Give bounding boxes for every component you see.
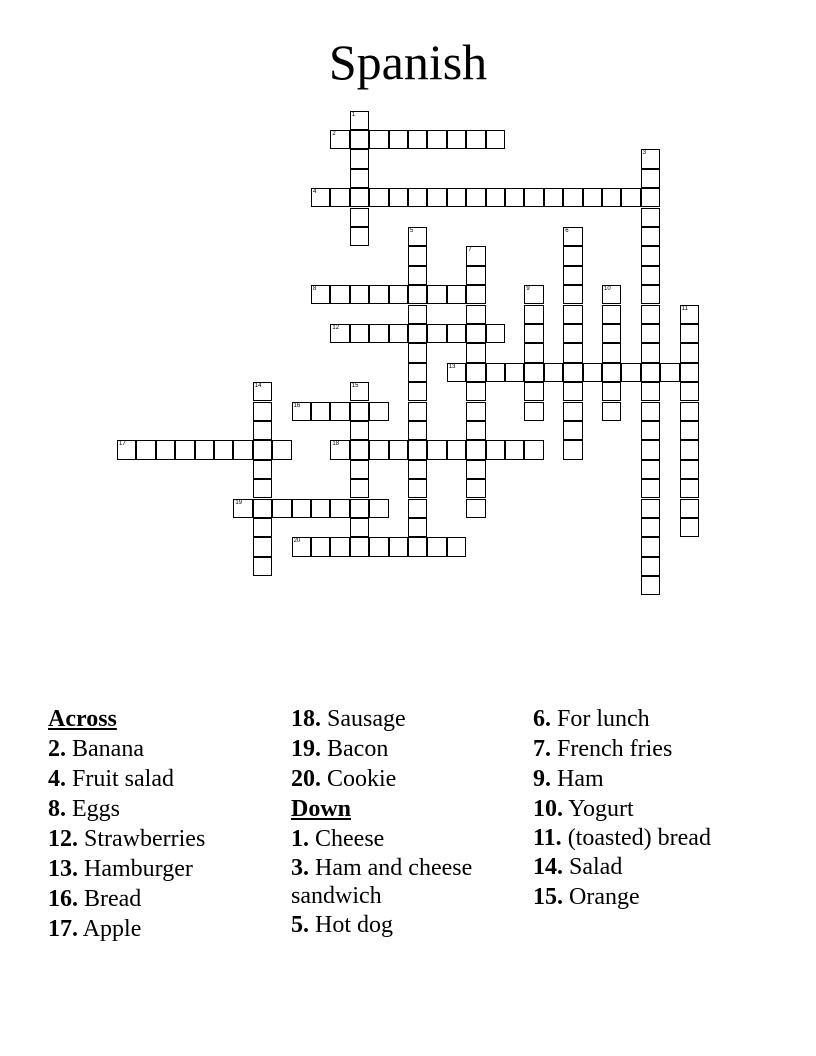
grid-cell[interactable]: [253, 460, 272, 479]
grid-cell[interactable]: [369, 537, 388, 556]
grid-cell[interactable]: [680, 518, 699, 537]
grid-cell[interactable]: [447, 285, 466, 304]
grid-cell[interactable]: [680, 479, 699, 498]
grid-cell[interactable]: [350, 111, 369, 130]
down-clue: 7. French fries: [533, 736, 673, 762]
grid-cell[interactable]: [486, 324, 505, 343]
grid-cell[interactable]: [408, 324, 427, 343]
grid-cell[interactable]: [253, 402, 272, 421]
grid-cell[interactable]: [427, 130, 446, 149]
grid-cell[interactable]: [350, 130, 369, 149]
grid-cell[interactable]: [117, 440, 136, 459]
grid-cell[interactable]: [253, 440, 272, 459]
grid-cell[interactable]: [602, 402, 621, 421]
grid-cell[interactable]: [369, 324, 388, 343]
grid-cell[interactable]: [602, 188, 621, 207]
grid-cell[interactable]: [602, 363, 621, 382]
grid-cell[interactable]: [408, 227, 427, 246]
down-clue: 6. For lunch: [533, 706, 650, 732]
clue-number: 2: [332, 130, 336, 137]
down-clue: 9. Ham: [533, 766, 604, 792]
grid-cell[interactable]: [524, 363, 543, 382]
grid-cell[interactable]: [602, 285, 621, 304]
clue-number: 20: [293, 538, 301, 545]
grid-cell[interactable]: [175, 440, 194, 459]
grid-cell[interactable]: [350, 440, 369, 459]
grid-cell[interactable]: [641, 440, 660, 459]
grid-cell[interactable]: [466, 188, 485, 207]
grid-cell[interactable]: [369, 440, 388, 459]
grid-cell[interactable]: [466, 363, 485, 382]
grid-cell[interactable]: [408, 382, 427, 401]
grid-cell[interactable]: [466, 421, 485, 440]
grid-cell[interactable]: [680, 363, 699, 382]
grid-cell[interactable]: [466, 130, 485, 149]
grid-cell[interactable]: [563, 246, 582, 265]
grid-cell[interactable]: [389, 188, 408, 207]
grid-cell[interactable]: [641, 188, 660, 207]
grid-cell[interactable]: [330, 130, 349, 149]
grid-cell[interactable]: [350, 479, 369, 498]
grid-cell[interactable]: [233, 440, 252, 459]
grid-cell[interactable]: [272, 440, 291, 459]
grid-cell[interactable]: [408, 266, 427, 285]
clue-number: 15: [351, 383, 359, 390]
clue-number: 6: [565, 227, 569, 234]
clue-number: 5: [410, 227, 414, 234]
grid-cell[interactable]: [505, 363, 524, 382]
grid-cell[interactable]: [447, 363, 466, 382]
clue-number: 18: [332, 441, 340, 448]
grid-cell[interactable]: [563, 382, 582, 401]
across-clue: 16. Bread: [48, 886, 142, 912]
grid-cell[interactable]: [486, 363, 505, 382]
grid-cell[interactable]: [311, 188, 330, 207]
grid-cell[interactable]: [505, 188, 524, 207]
grid-cell[interactable]: [583, 188, 602, 207]
down-clue: 1. Cheese: [291, 826, 385, 852]
across-heading: Across: [48, 706, 117, 732]
grid-cell[interactable]: [330, 324, 349, 343]
grid-cell[interactable]: [253, 421, 272, 440]
grid-cell[interactable]: [408, 363, 427, 382]
grid-cell[interactable]: [447, 440, 466, 459]
grid-cell[interactable]: [389, 285, 408, 304]
grid-cell[interactable]: [350, 227, 369, 246]
grid-cell[interactable]: [350, 188, 369, 207]
grid-cell[interactable]: [272, 499, 291, 518]
grid-cell[interactable]: [253, 518, 272, 537]
grid-cell[interactable]: [680, 440, 699, 459]
grid-cell[interactable]: [524, 305, 543, 324]
grid-cell[interactable]: [369, 285, 388, 304]
grid-cell[interactable]: [583, 363, 602, 382]
grid-cell[interactable]: [292, 499, 311, 518]
grid-cell[interactable]: [641, 324, 660, 343]
grid-cell[interactable]: [369, 499, 388, 518]
clue-number: 13: [448, 363, 456, 370]
grid-cell[interactable]: [369, 130, 388, 149]
grid-cell[interactable]: [641, 169, 660, 188]
grid-cell[interactable]: [466, 402, 485, 421]
down-clue: 14. Salad: [533, 854, 623, 880]
grid-cell[interactable]: [427, 440, 446, 459]
grid-cell[interactable]: [466, 382, 485, 401]
across-clue: 20. Cookie: [291, 766, 397, 792]
across-clue: 8. Eggs: [48, 796, 120, 822]
grid-cell[interactable]: [350, 382, 369, 401]
grid-cell[interactable]: [466, 440, 485, 459]
grid-cell[interactable]: [524, 382, 543, 401]
clue-number: 4: [313, 189, 317, 196]
clue-number: 1: [351, 111, 356, 118]
grid-cell[interactable]: [466, 343, 485, 362]
grid-cell[interactable]: [641, 499, 660, 518]
grid-cell[interactable]: [466, 324, 485, 343]
grid-cell[interactable]: [544, 363, 563, 382]
grid-cell[interactable]: [350, 324, 369, 343]
grid-cell[interactable]: [486, 188, 505, 207]
grid-cell[interactable]: [524, 188, 543, 207]
grid-cell[interactable]: [350, 208, 369, 227]
grid-cell[interactable]: [641, 266, 660, 285]
grid-cell[interactable]: [408, 518, 427, 537]
grid-cell[interactable]: [447, 130, 466, 149]
across-clue: 2. Banana: [48, 736, 144, 762]
grid-cell[interactable]: [602, 305, 621, 324]
grid-cell[interactable]: [408, 460, 427, 479]
grid-cell[interactable]: [311, 537, 330, 556]
grid-cell[interactable]: [466, 246, 485, 265]
grid-cell[interactable]: [350, 169, 369, 188]
clue-column-2: [291, 704, 521, 940]
grid-cell[interactable]: [524, 440, 543, 459]
grid-cell[interactable]: [427, 324, 446, 343]
grid-cell[interactable]: [427, 285, 446, 304]
grid-cell[interactable]: [680, 421, 699, 440]
grid-cell[interactable]: [505, 440, 524, 459]
grid-cell[interactable]: [680, 402, 699, 421]
grid-cell[interactable]: [253, 537, 272, 556]
across-clue: 18. Sausage: [291, 706, 406, 732]
clue-column-1: [48, 704, 278, 944]
grid-cell[interactable]: [563, 285, 582, 304]
grid-cell[interactable]: [563, 421, 582, 440]
across-clue: 17. Apple: [48, 916, 142, 942]
grid-cell[interactable]: [408, 537, 427, 556]
across-clue: 13. Hamburger: [48, 856, 193, 882]
grid-cell[interactable]: [311, 499, 330, 518]
grid-cell[interactable]: [330, 537, 349, 556]
grid-cell[interactable]: [350, 149, 369, 168]
grid-cell[interactable]: [389, 130, 408, 149]
grid-cell[interactable]: [621, 188, 640, 207]
grid-cell[interactable]: [292, 402, 311, 421]
clue-number: 17: [119, 441, 126, 448]
grid-cell[interactable]: [641, 285, 660, 304]
clue-number: 8: [313, 286, 317, 293]
grid-cell[interactable]: [466, 479, 485, 498]
grid-cell[interactable]: [641, 382, 660, 401]
grid-cell[interactable]: [350, 285, 369, 304]
grid-cell[interactable]: [524, 402, 543, 421]
grid-cell[interactable]: [641, 557, 660, 576]
grid-cell[interactable]: [350, 460, 369, 479]
grid-cell[interactable]: [680, 343, 699, 362]
grid-cell[interactable]: [427, 188, 446, 207]
clue-number: 10: [604, 286, 611, 293]
clue-number: 16: [293, 402, 301, 409]
grid-cell[interactable]: [350, 518, 369, 537]
grid-cell[interactable]: [350, 499, 369, 518]
grid-cell[interactable]: [466, 499, 485, 518]
grid-cell[interactable]: [389, 440, 408, 459]
grid-cell[interactable]: [447, 537, 466, 556]
clue-number: 9: [526, 286, 530, 293]
grid-cell[interactable]: [408, 130, 427, 149]
grid-cell[interactable]: [408, 421, 427, 440]
grid-cell[interactable]: [389, 324, 408, 343]
grid-cell[interactable]: [641, 246, 660, 265]
grid-cell[interactable]: [292, 537, 311, 556]
grid-cell[interactable]: [311, 285, 330, 304]
grid-cell[interactable]: [641, 518, 660, 537]
grid-cell[interactable]: [524, 285, 543, 304]
grid-cell[interactable]: [447, 188, 466, 207]
grid-cell[interactable]: [544, 188, 563, 207]
grid-cell[interactable]: [156, 440, 175, 459]
grid-cell[interactable]: [641, 402, 660, 421]
grid-cell[interactable]: [466, 305, 485, 324]
grid-cell[interactable]: [641, 149, 660, 168]
grid-cell[interactable]: [602, 343, 621, 362]
grid-cell[interactable]: [641, 576, 660, 595]
across-clue: 12. Strawberries: [48, 826, 206, 852]
grid-cell[interactable]: [641, 208, 660, 227]
grid-cell[interactable]: [408, 246, 427, 265]
grid-cell[interactable]: [660, 363, 679, 382]
down-clue: 5. Hot dog: [291, 912, 393, 938]
grid-cell[interactable]: [408, 499, 427, 518]
grid-cell[interactable]: [427, 537, 446, 556]
grid-cell[interactable]: [136, 440, 155, 459]
grid-cell[interactable]: [369, 402, 388, 421]
grid-cell[interactable]: [369, 188, 388, 207]
grid-cell[interactable]: [466, 266, 485, 285]
grid-cell[interactable]: [466, 285, 485, 304]
grid-cell[interactable]: [330, 402, 349, 421]
grid-cell[interactable]: [680, 305, 699, 324]
grid-cell[interactable]: [486, 130, 505, 149]
clue-number: 3: [642, 150, 647, 157]
grid-cell[interactable]: [408, 440, 427, 459]
grid-cell[interactable]: [253, 382, 272, 401]
grid-cell[interactable]: [524, 324, 543, 343]
grid-cell[interactable]: [214, 440, 233, 459]
grid-cell[interactable]: [641, 305, 660, 324]
grid-cell[interactable]: [408, 188, 427, 207]
grid-cell[interactable]: [253, 557, 272, 576]
grid-cell[interactable]: [563, 343, 582, 362]
clue-number: 19: [235, 499, 243, 506]
grid-cell[interactable]: [641, 363, 660, 382]
grid-cell[interactable]: [563, 324, 582, 343]
grid-cell[interactable]: [350, 402, 369, 421]
down-clue: 3. Ham and cheese sandwich: [291, 855, 473, 909]
grid-cell[interactable]: [563, 227, 582, 246]
grid-cell[interactable]: [253, 499, 272, 518]
grid-cell[interactable]: [447, 324, 466, 343]
grid-cell[interactable]: [330, 285, 349, 304]
grid-cell[interactable]: [641, 460, 660, 479]
grid-cell[interactable]: [641, 343, 660, 362]
clue-number: 14: [254, 383, 262, 390]
grid-cell[interactable]: [330, 440, 349, 459]
grid-cell[interactable]: [563, 363, 582, 382]
grid-cell[interactable]: [563, 188, 582, 207]
grid-cell[interactable]: [641, 479, 660, 498]
grid-cell[interactable]: [408, 402, 427, 421]
grid-cell[interactable]: [641, 421, 660, 440]
grid-cell[interactable]: [621, 363, 640, 382]
grid-cell[interactable]: [408, 305, 427, 324]
across-clue: 4. Fruit salad: [48, 766, 174, 792]
grid-cell[interactable]: [486, 440, 505, 459]
down-clue: 15. Orange: [533, 884, 640, 910]
grid-cell[interactable]: [680, 324, 699, 343]
grid-cell[interactable]: [680, 460, 699, 479]
grid-cell[interactable]: [408, 343, 427, 362]
grid-cell[interactable]: [641, 537, 660, 556]
clue-number: 11: [681, 305, 688, 312]
across-clue: 19. Bacon: [291, 736, 389, 762]
down-heading: Down: [291, 796, 352, 822]
clue-column-3: [533, 704, 713, 912]
grid-cell[interactable]: [233, 499, 252, 518]
grid-cell[interactable]: [563, 440, 582, 459]
grid-cell[interactable]: [330, 499, 349, 518]
grid-cell[interactable]: [524, 343, 543, 362]
grid-cell[interactable]: [602, 382, 621, 401]
grid-cell[interactable]: [253, 479, 272, 498]
clue-number: 7: [468, 247, 472, 254]
grid-cell[interactable]: [195, 440, 214, 459]
grid-cell[interactable]: [330, 188, 349, 207]
grid-cell[interactable]: [602, 324, 621, 343]
grid-cell[interactable]: [389, 537, 408, 556]
grid-cell[interactable]: [563, 305, 582, 324]
clue-number: 12: [332, 324, 340, 331]
grid-cell[interactable]: [350, 537, 369, 556]
grid-cell[interactable]: [680, 382, 699, 401]
page-title: Spanish: [328, 34, 488, 90]
grid-cell[interactable]: [680, 499, 699, 518]
down-clue: 10. Yogurt: [533, 796, 634, 822]
down-clue: 11. (toasted) bread: [533, 825, 711, 851]
grid-cell[interactable]: [641, 227, 660, 246]
grid-cell[interactable]: [311, 402, 330, 421]
grid-cell[interactable]: [408, 479, 427, 498]
grid-cell[interactable]: [350, 421, 369, 440]
grid-cell[interactable]: [563, 402, 582, 421]
grid-cell[interactable]: [563, 266, 582, 285]
grid-cell[interactable]: [466, 460, 485, 479]
grid-cell[interactable]: [408, 285, 427, 304]
